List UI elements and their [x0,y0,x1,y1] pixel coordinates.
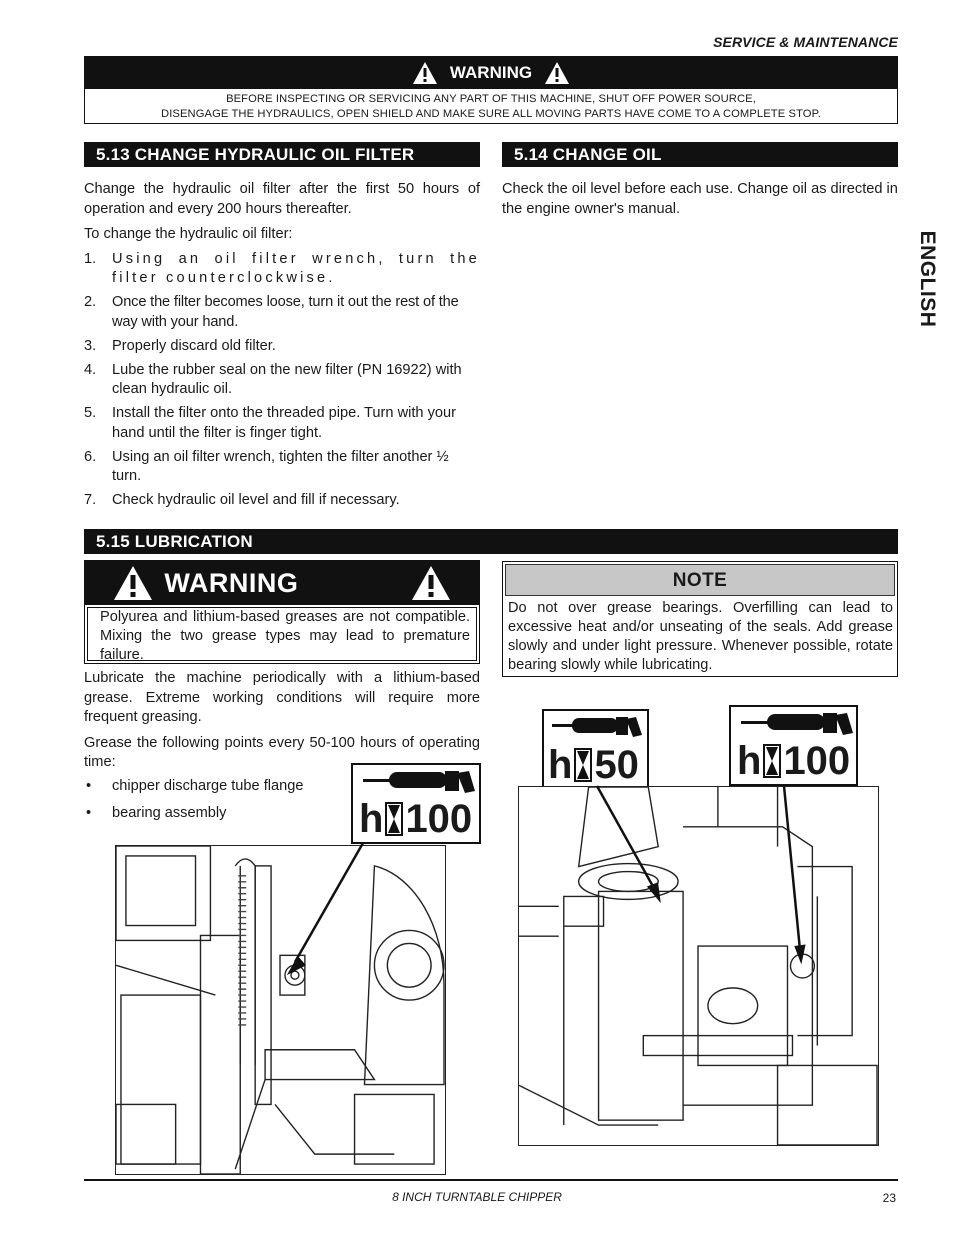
interval-value: 100 [405,797,473,841]
list-item: 3. Properly discard old filter. [84,337,276,354]
list-item: • bearing assembly [86,804,227,821]
list-item: 1. Using an oil filter wrench, turn the filter counterclockwise. [84,250,480,286]
list-item: 2. Once the filter becomes loose, turn it out the rest of the way with your hand. [84,294,459,330]
list-item: 5. Install the filter onto the threaded pipe. Turn with your hand until the filter is finger tight. [84,405,456,441]
top-warning-title: WARNING [449,63,533,82]
interval-value: 100 [783,739,851,783]
list-item: 6. Using an oil filter wrench, tighten the filter another ½ turn. [84,448,449,484]
note-text: Do not over grease bearings. Overfilling can lead to excessive heat and/or unseating of the seals. Add grease slowly and under light pressure. Whenever possible, rotate bearing slowly while lubricating. [508,600,893,673]
section-heading-5-14: 5.14 CHANGE OIL [502,142,898,167]
hour-symbol: h [737,739,762,783]
list-item: 4. Lube the rubber seal on the new filter (PN 16922) with clean hydraulic oil. [84,361,462,397]
interval-value: 50 [594,743,639,787]
list-item: • chipper discharge tube flange [86,778,304,794]
list-item: 7. Check hydraulic oil level and fill if necessary. [84,492,400,508]
hour-symbol: h [359,797,384,841]
lubrication-warning-title: WARNING [164,567,299,598]
running-header: SERVICE & MAINTENANCE [713,34,898,50]
paragraph: Grease the following points every 50-100 hours of operating time: [84,734,480,770]
paragraph: Change the hydraulic oil filter after the first 50 hours of operation and every 200 hours thereafter. [84,181,480,217]
paragraph: Check the oil level before each use. Change oil as directed in the engine owner's manual. [502,181,898,217]
paragraph: To change the hydraulic oil filter: [84,226,293,242]
page-number: 23 [882,1191,896,1205]
note-title: NOTE [505,564,895,596]
top-warning-line-1: BEFORE INSPECTING OR SERVICING ANY PART OF THIS MACHINE, SHUT OFF POWER SOURCE, [226,93,756,105]
section-heading-5-15: 5.15 LUBRICATION [84,529,898,554]
paragraph: Lubricate the machine periodically with a lithium-based grease. Extreme working conditions will require more frequent greasing. [84,670,480,725]
lubrication-warning-text: Polyurea and lithium-based greases are not compatible. Mixing the two grease types may lead to premature failure. [100,609,470,663]
language-side-tab-label: ENGLISH [916,230,939,328]
top-warning-line-2: DISENGAGE THE HYDRAULICS, OPEN SHIELD AND MAKE SURE ALL MOVING PARTS HAVE COME TO A COMPLETE STOP. [161,108,821,120]
hour-symbol: h [548,743,573,787]
footer-title: 8 INCH TURNTABLE CHIPPER [392,1190,562,1204]
section-heading-5-13: 5.13 CHANGE HYDRAULIC OIL FILTER [84,142,480,167]
footer-rule [84,1179,898,1181]
